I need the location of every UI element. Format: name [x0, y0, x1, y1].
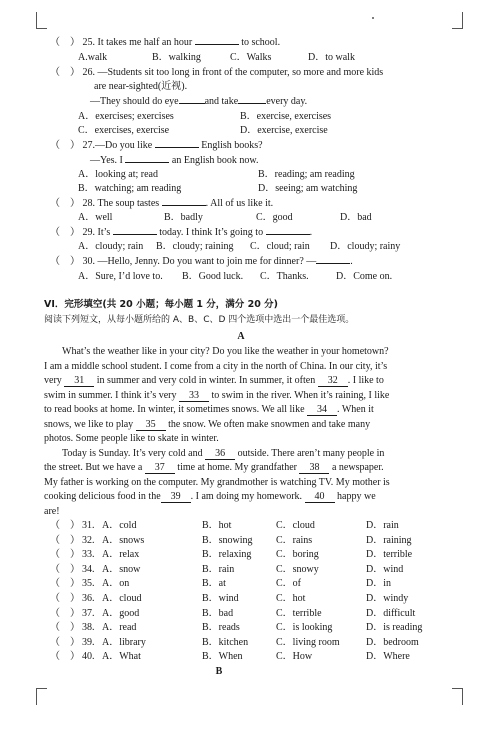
crop-mark-bottom-left	[36, 688, 47, 705]
question-text: —	[306, 256, 317, 267]
blank-32[interactable]: 32	[318, 375, 348, 387]
option-b[interactable]: B．relaxing	[202, 549, 252, 561]
passage-text: . When it	[337, 404, 374, 415]
passage-a-line	[44, 491, 376, 503]
passage-text: the street. But we have a	[44, 462, 143, 473]
question-text: to school.	[241, 37, 281, 48]
option-a[interactable]: A．snows	[102, 534, 145, 546]
question-text: —Students sit too long in front of the computer, so more and more kids	[97, 67, 384, 78]
question-number: 28.	[82, 198, 95, 209]
option-b[interactable]: B．exercise, exercises	[240, 111, 332, 122]
option-c[interactable]: C．How	[276, 651, 313, 663]
option-c[interactable]: C．exercises, exercise	[78, 125, 170, 136]
option-d[interactable]: D．Come on.	[336, 271, 393, 282]
answer-blank[interactable]	[113, 234, 157, 235]
option-b[interactable]: B．When	[202, 651, 243, 663]
option-a[interactable]: A．Sure, I’d love to.	[78, 271, 163, 282]
question-text: —Do you like	[95, 140, 153, 151]
passage-text: a newspaper.	[331, 462, 384, 473]
question-number: 34.	[82, 563, 95, 575]
blank-34[interactable]: 34	[307, 404, 337, 416]
question-number: 39.	[82, 636, 95, 648]
blank-31[interactable]: 31	[64, 375, 94, 387]
question-number: 26.	[82, 67, 95, 78]
option-c[interactable]: C．hot	[276, 593, 306, 604]
option-a[interactable]: A．library	[102, 636, 146, 648]
option-a[interactable]: A．cloud	[102, 593, 142, 604]
option-d[interactable]: D．windy	[366, 593, 409, 604]
option-b[interactable]: B．cloudy; raining	[156, 241, 234, 252]
option-c[interactable]: C．cloud	[276, 520, 315, 531]
question-28-stem	[50, 198, 273, 210]
answer-blank[interactable]	[162, 205, 206, 206]
passage-text: happy we	[337, 491, 376, 502]
question-number: 27.	[82, 140, 95, 151]
question-text: . All of us like it.	[205, 198, 274, 209]
answer-paren: （ ）	[50, 256, 80, 267]
question-text: today. I think It’s going to	[159, 227, 264, 238]
answer-paren: （ ）	[50, 636, 80, 648]
blank-37[interactable]: 37	[145, 462, 175, 474]
question-number: 40.	[82, 651, 95, 663]
question-text: every day.	[266, 96, 308, 107]
option-c[interactable]: C．terrible	[276, 607, 322, 619]
option-c[interactable]: C．cloud; rain	[250, 241, 310, 252]
question-27-stem	[50, 140, 263, 152]
option-a[interactable]: A．exercises; exercises	[78, 111, 174, 122]
passage-text: to swim in the river. When it’s raining, I like	[211, 390, 390, 401]
option-c[interactable]: C．boring	[276, 549, 319, 561]
option-a[interactable]: A．What	[102, 651, 141, 663]
passage-a-line: are!	[44, 506, 60, 517]
option-d[interactable]: D．in	[366, 578, 391, 590]
answer-paren: （ ）	[50, 549, 80, 561]
answer-paren: （ ）	[50, 534, 80, 546]
question-29-stem	[50, 227, 312, 239]
question-text: and take	[204, 96, 239, 107]
passage-text: . I am doing my homework.	[190, 491, 303, 502]
passage-a-line	[62, 448, 384, 460]
option-b[interactable]: B．hot	[202, 520, 232, 531]
passage-a-line: photos. Some people like to skate in winter.	[44, 433, 219, 444]
option-d[interactable]: D．bedroom	[366, 636, 419, 648]
question-text: It takes me half an hour	[97, 37, 193, 48]
option-a[interactable]: A．read	[102, 622, 137, 634]
blank-38[interactable]: 38	[299, 462, 329, 474]
answer-paren: （ ）	[50, 520, 80, 531]
option-d[interactable]: D．terrible	[366, 549, 413, 561]
answer-blank[interactable]	[179, 103, 205, 104]
option-d[interactable]: D．cloudy; rainy	[330, 241, 401, 252]
passage-b-label: B	[215, 666, 223, 677]
option-c[interactable]: B．watching; am reading	[78, 183, 182, 194]
option-b[interactable]: B．snowing	[202, 534, 253, 546]
question-text: The soup tastes	[97, 198, 160, 209]
crop-mark-top-left	[36, 12, 47, 29]
passage-a-line	[44, 375, 384, 387]
section-instruction: 阅读下列短文，从每小题所给的 A、B、C、D 四个选项中选出一个最佳选项。	[44, 315, 355, 325]
option-d[interactable]: D．to walk	[308, 52, 355, 63]
answer-blank[interactable]	[125, 162, 169, 163]
passage-text: the snow. We often make snowmen and take many	[168, 419, 371, 430]
question-27-line2	[90, 155, 258, 167]
answer-paren: （ ）	[50, 198, 80, 209]
question-text: .	[350, 256, 353, 267]
answer-blank[interactable]	[238, 103, 266, 104]
answer-paren: （ ）	[50, 37, 80, 48]
option-a[interactable]: A．cloudy; rain	[78, 241, 144, 252]
answer-paren: （ ）	[50, 607, 80, 619]
question-text: It’s	[97, 227, 111, 238]
question-number: 36.	[82, 593, 95, 604]
question-30-stem	[50, 256, 353, 268]
option-a[interactable]: A．cold	[102, 520, 137, 531]
answer-paren: （ ）	[50, 227, 80, 238]
passage-a-line	[44, 419, 370, 431]
question-number: 25.	[82, 37, 95, 48]
blank-33[interactable]: 33	[179, 390, 209, 402]
answer-blank[interactable]	[195, 44, 239, 45]
answer-paren: （ ）	[50, 651, 80, 663]
option-b[interactable]: B．bad	[202, 607, 234, 619]
question-number: 31.	[82, 520, 95, 531]
option-a[interactable]: A．snow	[102, 563, 141, 575]
answer-paren: （ ）	[50, 140, 80, 151]
question-text: —They should do eye	[90, 96, 179, 107]
option-a[interactable]: A．relax	[102, 549, 140, 561]
option-b[interactable]: B．reads	[202, 622, 240, 634]
question-25-stem	[50, 37, 280, 49]
option-b[interactable]: B．reading; am reading	[258, 169, 355, 180]
answer-paren: （ ）	[50, 67, 80, 78]
option-c[interactable]: C．of	[276, 578, 301, 590]
question-number: 30.	[82, 256, 95, 267]
option-a[interactable]: A．on	[102, 578, 130, 590]
question-number: 37.	[82, 607, 95, 619]
blank-35[interactable]: 35	[136, 419, 166, 431]
answer-paren: （ ）	[50, 593, 80, 604]
passage-a-label: A	[237, 331, 245, 342]
answer-paren: （ ）	[50, 563, 80, 575]
option-c[interactable]: C．snowy	[276, 563, 319, 575]
option-a[interactable]: A．good	[102, 607, 140, 619]
option-d[interactable]: D．wind	[366, 563, 404, 575]
question-26-stem	[50, 67, 383, 79]
passage-a-line	[44, 404, 374, 416]
option-c[interactable]: C．living room	[276, 636, 340, 648]
option-c[interactable]: C．rains	[276, 534, 313, 546]
question-text: English books?	[201, 140, 263, 151]
option-a[interactable]: A．looking at; read	[78, 169, 158, 180]
blank-39[interactable]: 39	[161, 491, 191, 503]
section-title: VI．完形填空(共 20 小题；每小题 1 分，满分 20 分)	[44, 299, 278, 310]
passage-text: snows, we like to play	[44, 419, 134, 430]
scan-speck	[372, 17, 374, 19]
question-26-line3	[90, 96, 307, 108]
question-number: 32.	[82, 534, 95, 546]
answer-blank[interactable]	[155, 147, 199, 148]
passage-text: Today is Sunday. It’s very cold and	[62, 448, 203, 459]
option-d[interactable]: D．rain	[366, 520, 399, 531]
option-b[interactable]: B．at	[202, 578, 226, 590]
passage-text: to read books at home. In winter, it sometimes snows. We all like	[44, 404, 305, 415]
passage-a-line: What’s the weather like in your city? Do you like the weather in your hometown?	[62, 346, 389, 357]
passage-text: outside. There aren’t many people in	[237, 448, 385, 459]
answer-paren: （ ）	[50, 578, 80, 590]
passage-text: . I like to	[347, 375, 384, 386]
answer-blank[interactable]	[266, 234, 310, 235]
option-c[interactable]: C．Walks	[230, 52, 272, 63]
option-d[interactable]: D．difficult	[366, 607, 416, 619]
question-number: 35.	[82, 578, 95, 590]
option-c[interactable]: C．good	[256, 212, 293, 223]
question-26-line2: are near-sighted(近视).	[94, 81, 188, 92]
option-d[interactable]: D．Where	[366, 651, 410, 663]
option-b[interactable]: B．rain	[202, 563, 235, 575]
option-d[interactable]: D．seeing; am watching	[258, 183, 358, 194]
crop-mark-bottom-right	[452, 688, 463, 705]
passage-text: very	[44, 375, 62, 386]
passage-text: cooking delicious food in the	[44, 491, 161, 502]
question-number: 38.	[82, 622, 95, 634]
crop-mark-top-right	[452, 12, 463, 29]
question-number: 29.	[82, 227, 95, 238]
option-d[interactable]: D．exercise, exercise	[240, 125, 328, 136]
passage-a-line	[44, 462, 384, 474]
passage-text: in summer and very cold in winter. In summer, it often	[96, 375, 316, 386]
question-number: 33.	[82, 549, 95, 561]
option-d[interactable]: D．bad	[340, 212, 372, 223]
option-c[interactable]: C．is looking	[276, 622, 333, 634]
option-a[interactable]: A.walk	[78, 52, 108, 63]
question-text: an English book now.	[171, 155, 259, 166]
option-b[interactable]: B．badly	[164, 212, 203, 223]
option-c[interactable]: C．Thanks.	[260, 271, 309, 282]
option-a[interactable]: A．well	[78, 212, 113, 223]
option-b[interactable]: B．Good luck.	[182, 271, 244, 282]
question-text: .	[309, 227, 313, 238]
answer-paren: （ ）	[50, 622, 80, 634]
option-d[interactable]: D．is reading	[366, 622, 423, 634]
passage-text: time at home. My grandfather	[177, 462, 297, 473]
passage-a-line: I am a middle school student. I come from a city in the north of China. In our city, it’s	[44, 361, 388, 372]
question-text: —Yes. I	[90, 155, 123, 166]
option-b[interactable]: B．walking	[152, 52, 201, 63]
blank-36[interactable]: 36	[205, 448, 235, 460]
option-b[interactable]: B．wind	[202, 593, 239, 604]
passage-a-line: My father is working on the computer. My grandmother is watching TV. My mother is	[44, 477, 390, 488]
blank-40[interactable]: 40	[305, 491, 335, 503]
answer-blank[interactable]	[316, 263, 350, 264]
passage-text: swim in summer. I think it’s very	[44, 390, 177, 401]
passage-a-line	[44, 390, 389, 402]
question-text: —Hello, Jenny. Do you want to join me for dinner?	[97, 256, 304, 267]
option-d[interactable]: D．raining	[366, 534, 412, 546]
option-b[interactable]: B．kitchen	[202, 636, 249, 648]
